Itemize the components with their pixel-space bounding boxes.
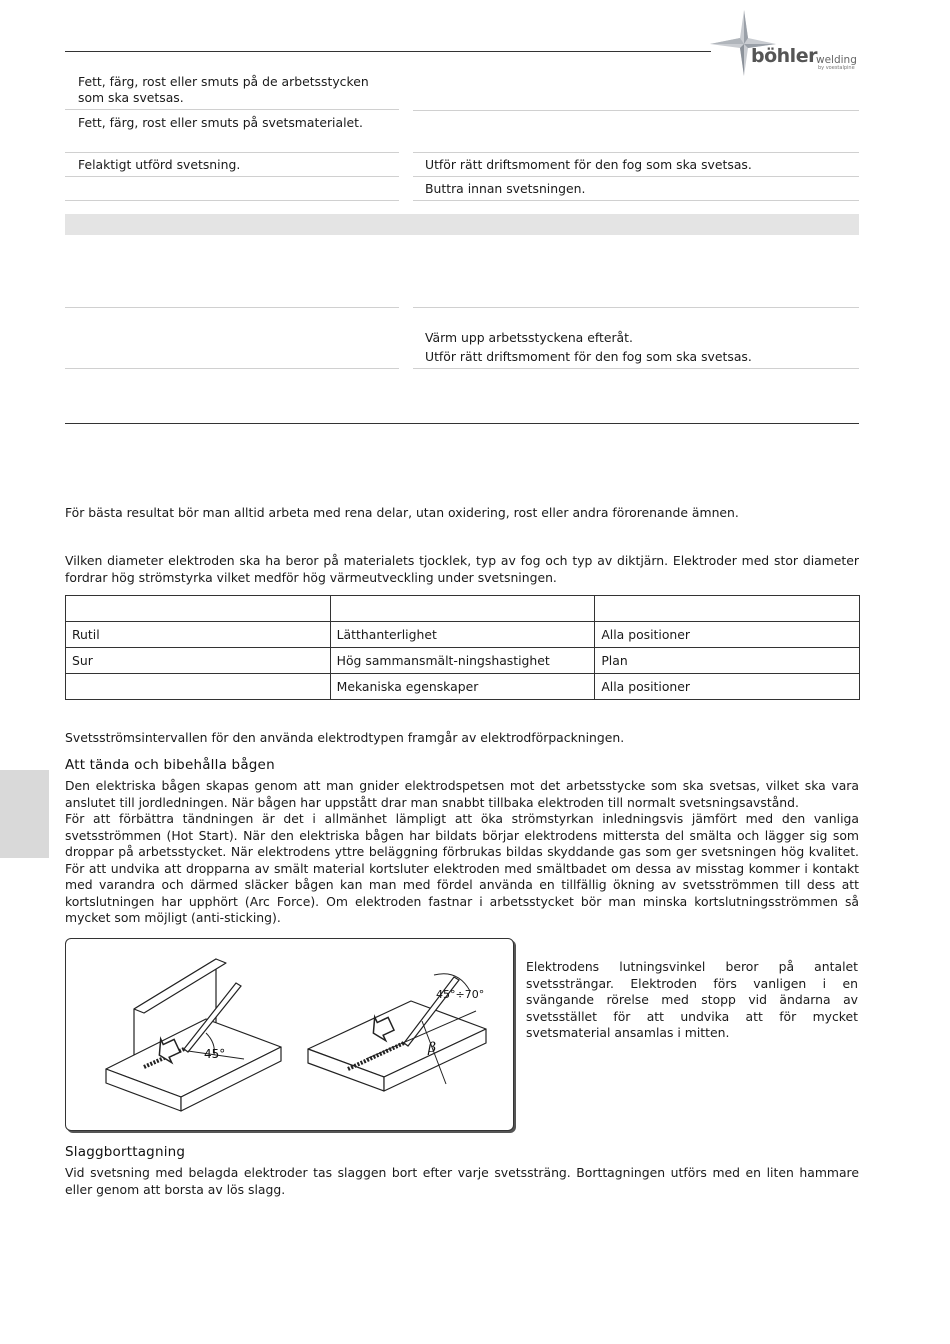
table-row [66, 674, 860, 700]
table-cell: Alla positioner [595, 622, 860, 648]
table-header-cell [330, 596, 595, 622]
arc-section-title: Att tända och bibehålla bågen [65, 757, 275, 773]
row-divider [413, 152, 859, 153]
figure-caption: Elektrodens lutningsvinkel beror på antalet svetssträngar. Elektroden förs vanligen i en svängande rörelse med stopp vid ändarna av svetsstället för att undvika att för mycket svetsmaterial ansamlas i mitten. [526, 959, 858, 1040]
row-divider [65, 152, 399, 153]
trouble-remedy-7: Värm upp arbetsstyckena efteråt. [425, 330, 633, 345]
trouble-remedy-8: Utför rätt driftsmoment för den fog som ska svetsas. [425, 349, 752, 364]
table-row [66, 648, 860, 674]
row-divider [413, 200, 859, 201]
current-note-text: Svetsströmsintervallen för den använda elektrodtypen framgår av elektrodförpackningen. [65, 730, 625, 745]
row-divider [65, 109, 399, 110]
slag-section-text: Vid svetsning med belagda elektroder tas slaggen bort efter varje svetssträng. Borttagningen utförs med en liten hammare eller genom att borsta av lös slagg. [65, 1165, 859, 1197]
electrode-table [65, 595, 860, 700]
trouble-cause-3: Felaktigt utförd svetsning. [78, 157, 241, 172]
section-header-band [65, 214, 859, 235]
header-rule [65, 51, 711, 52]
angle-right-label: 45°÷70° [436, 988, 485, 1001]
table-cell: Lätthanterlighet [330, 622, 595, 648]
trouble-cause-1: Fett, färg, rost eller smuts på de arbetsstycken som ska svetsas. [78, 74, 369, 105]
arc-paragraph-1: Den elektriska bågen skapas genom att man gnider elektrodspetsen mot det arbetsstycke som ska svetsas, vilket ska vara anslutet till jordledningen. När bågen har uppstått drar man snabbt tillbaka elektroden till normalt svetsningsavstånd. [65, 778, 859, 810]
table-cell: Sur [66, 648, 331, 674]
trouble-remedy-3: Utför rätt driftsmoment för den fog som ska svetsas. [425, 157, 752, 172]
row-divider [413, 110, 859, 111]
table-header-cell [595, 596, 860, 622]
row-divider [65, 307, 399, 308]
slag-section-title: Slaggborttagning [65, 1144, 186, 1160]
table-cell [66, 674, 331, 700]
electrode-angle-figure [65, 938, 514, 1131]
brand-sub: welding [816, 54, 857, 66]
clean-parts-text: För bästa resultat bör man alltid arbeta med rena delar, utan oxidering, rost eller andra förorenande ämnen. [65, 505, 739, 520]
trouble-cause-2: Fett, färg, rost eller smuts på svetsmaterialet. [78, 115, 363, 130]
brand-main: böhler [751, 45, 817, 67]
trouble-remedy-4: Buttra innan svetsningen. [425, 181, 586, 196]
table-header-row [66, 596, 860, 622]
table-cell: Mekaniska egenskaper [330, 674, 595, 700]
angle-left-label: 45° [204, 1047, 226, 1061]
table-header-cell [66, 596, 331, 622]
row-divider [65, 368, 399, 369]
beta-label: β [428, 1040, 437, 1056]
row-divider [65, 176, 399, 177]
table-cell: Plan [595, 648, 860, 674]
section-rule [65, 423, 859, 424]
row-divider [413, 176, 859, 177]
table-row [66, 622, 860, 648]
row-divider [65, 200, 399, 201]
row-divider [413, 307, 859, 308]
weld-illustration [66, 939, 513, 1130]
chapter-side-tab [0, 770, 49, 858]
row-divider [413, 368, 859, 369]
arc-section-body [65, 778, 859, 927]
table-cell: Rutil [66, 622, 331, 648]
table-cell: Alla positioner [595, 674, 860, 700]
bohler-logo [708, 8, 868, 80]
arc-paragraph-2: För att förbättra tändningen är det i allmänhet lämpligt att öka strömstyrkan inledningsvis jämfört med den vanliga svetsströmmen (Hot Start). När den elektriska bågen har bildats börjar elektrodens mittersta del smälta och lägger sig som droppar på arbetsstycket. När elektrodens yttre beläggning förbrukas bildas skyddande gas som ger svetsningen hög kvalitet. För att undvika att dropparna av smält material kortsluter elektroden med smältbadet om dessa av misstag kommer i kontakt med varandra och därmed släcker bågen kan man med fördel använda en tillfällig ökning av svetsströmmen till dess att kortslutningen har upphört (Arc Force). Om elektroden fastnar i arbetsstycket bör man minska kortslutningsströmmen så mycket som möjligt (anti-sticking). [65, 811, 859, 925]
table-cell: Hög sammansmält-ningshastighet [330, 648, 595, 674]
brand-tag: by voestalpine [818, 65, 855, 71]
diameter-text: Vilken diameter elektroden ska ha beror på materialets tjocklek, typ av fog och typ av diktjärn. Elektroder med stor diameter fordrar hög strömstyrka vilket medför hög värmeutveckling under svetsningen. [65, 553, 859, 585]
